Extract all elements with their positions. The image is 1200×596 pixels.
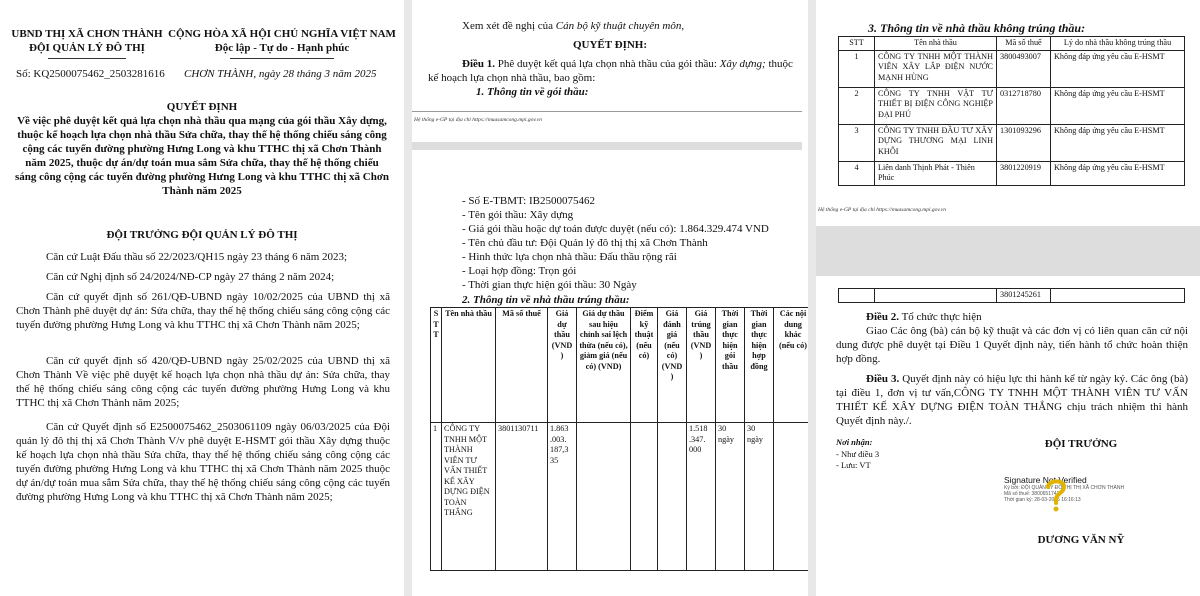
- row-stt: 4: [839, 161, 875, 185]
- recipients-list: [836, 449, 879, 471]
- row-name: CÔNG TY TNHH MỘT THÀNH VIÊN XÂY LẮP ĐIỆN NƯỚC MẠNH HÙNG: [875, 50, 997, 87]
- col-award-price: Giá trúng thầu (VND ): [687, 308, 716, 423]
- place-date: CHƠN THÀNH, ngày 28 tháng 3 năm 2025: [184, 68, 377, 80]
- digital-signature: [1004, 475, 1134, 503]
- info-method: - Hình thức lựa chọn nhà thầu: Đấu thầu rộng rãi: [462, 251, 677, 263]
- basis-2: Căn cứ Nghị định số 24/2024/NĐ-CP ngày 27 tháng 2 năm 2024;: [46, 271, 335, 283]
- cont-reason: [1051, 289, 1185, 303]
- row-reason: Không đáp ứng yêu cầu E-HSMT: [1051, 124, 1185, 161]
- decision-heading: QUYẾT ĐỊNH:: [572, 39, 648, 51]
- page-gap: [412, 142, 802, 150]
- article-2-text: Giao Các ông (bà) cán bộ kỹ thuật và các đơn vị có liên quan căn cứ nội dung được phê duyệt tại Điều 1 Quyết định này, tiến hành tổ chức hoàn thiện hợp đồng.: [836, 325, 1188, 365]
- winner-pkg-time: 30 ngày: [716, 423, 745, 571]
- row-reason: Không đáp ứng yêu cầu E-HSMT: [1051, 161, 1185, 185]
- signer-title: ĐỘI TRƯỞNG: [1044, 438, 1118, 450]
- loser-table: [838, 36, 1185, 186]
- article-1-package: Xây dựng;: [719, 58, 766, 70]
- recipients-label: Nơi nhận:: [836, 437, 873, 447]
- signer-name: DƯƠNG VĂN NỸ: [1037, 534, 1125, 546]
- col-pkg-time: Thời gian thực hiện gói thầu: [716, 308, 745, 423]
- col-stt: STT: [839, 37, 875, 51]
- info-duration: - Thời gian thực hiện gói thầu: 30 Ngày: [462, 279, 637, 291]
- row-name: CÔNG TY TNHH ĐẦU TƯ XÂY DỰNG THƯƠNG MẠI LINH KHÔI: [875, 124, 997, 161]
- col-other: Các nội dung khác (nếu có): [774, 308, 809, 423]
- egp-note: Hệ thống e-GP tại địa chỉ https://muasamcong.mpi.gov.vn: [414, 117, 542, 123]
- section-1-heading: 1. Thông tin về gói thầu:: [476, 86, 589, 98]
- info-contract: - Loại hợp đồng: Trọn gói: [462, 265, 577, 277]
- recipient-1: - Như điều 3: [836, 449, 880, 459]
- row-stt: 3: [839, 124, 875, 161]
- cont-tax: 3801245261: [997, 289, 1051, 303]
- header-underline-left: [48, 58, 126, 59]
- signature-status: Signature Not Verified: [1004, 475, 1087, 485]
- winner-award: 1.518 .347. 000: [687, 423, 716, 571]
- article-1-text: Phê duyệt kết quả lựa chọn nhà thầu của gói thầu:: [497, 58, 717, 70]
- unit-name: ĐỘI QUẢN LÝ ĐÔ THỊ: [29, 42, 145, 54]
- winner-contract-time: 30 ngày: [745, 423, 774, 571]
- col-contract-time: Thời gian thực hiện hợp đồng: [745, 308, 774, 423]
- col-stt: S T T: [431, 308, 442, 423]
- winner-other: [774, 423, 809, 571]
- table-row: [839, 289, 1185, 303]
- article-1-label: Điều 1.: [462, 58, 495, 70]
- winner-name: CÔNG TY TNHH MỘT THÀNH VIÊN TƯ VẤN THIẾT KẾ XÂY DỰNG ĐIỆN TOÀN THẮNG: [442, 423, 496, 571]
- table-row: [839, 124, 1185, 161]
- table-row: [839, 87, 1185, 124]
- col-name: Tên nhà thầu: [875, 37, 997, 51]
- col-reason: Lý do nhà thầu không trúng thầu: [1051, 37, 1185, 51]
- agency-name: UBND THỊ XÃ CHƠN THÀNH: [11, 28, 163, 40]
- section-3-heading: 3. Thông tin về nhà thầu không trúng thầu:: [868, 21, 1086, 35]
- doc-title: QUYẾT ĐỊNH: [166, 101, 238, 113]
- row-reason: Không đáp ứng yêu cầu E-HSMT: [1051, 50, 1185, 87]
- signature-line-2: Mã số thuế: 3800651741: [1004, 491, 1060, 497]
- winner-adjusted: [577, 423, 631, 571]
- article-1-cont: thuộc kế hoạch lựa chọn nhà thầu, bao gồm:: [428, 58, 793, 84]
- winner-table: [430, 307, 808, 571]
- info-name: - Tên gói thầu: Xây dựng: [462, 209, 574, 221]
- page-1: [0, 0, 404, 596]
- package-info: [462, 194, 802, 292]
- signature-line-1: Ký bởi: ĐỘI QUẢN LÝ ĐÔ THỊ THỊ XÃ CHƠN THÀNH: [1004, 485, 1125, 491]
- winner-tax: 3801130711: [496, 423, 548, 571]
- winner-tech: [631, 423, 658, 571]
- authority-title: ĐỘI TRƯỞNG ĐỘI QUẢN LÝ ĐÔ THỊ: [106, 229, 298, 241]
- info-investor: - Tên chủ đầu tư: Đội Quản lý đô thị thị xã Chơn Thành: [462, 237, 708, 249]
- col-adjusted: Giá dự thầu sau hiệu chỉnh sai lệch thừa (nếu có), giảm giá (nếu có) (VND): [577, 308, 631, 423]
- question-mark-icon: [1042, 477, 1070, 513]
- article-3: [836, 372, 1188, 428]
- loser-table-continued: [838, 288, 1185, 303]
- basis-4: Căn cứ quyết định số 420/QĐ-UBND ngày 25/02/2025 của UBND thị xã Chơn Thành Về việc phê duyệt kế hoạch lựa chọn nhà thầu dự án: Sửa chữa, thay thế hệ thống chiếu sáng công cộng các tuyến đường phường Hưng Long và khu TTHC thị xã Chơn Thành năm 2025;: [16, 355, 390, 409]
- winner-bid: 1.863 .003. 187,3 35: [548, 423, 577, 571]
- doc-subject: Về việc phê duyệt kết quả lựa chọn nhà thầu qua mạng của gói thầu Xây dựng, thuộc kế hoạch lựa chọn nhà thầu Sửa chữa, thay thế hệ thống chiếu sáng công cộng các tuyến đường phường Hưng Long và khu TTHC thị xã Chơn Thành năm 2025, thuộc dự án/dự toán mua sắm Sửa chữa, thay thế hệ thống chiếu sáng công cộng các tuyến đường phường Hưng Long và khu TTHC thị xã Chơn Thành năm 2025: [14, 115, 390, 197]
- row-stt: 1: [839, 50, 875, 87]
- winner-stt: 1: [431, 423, 442, 571]
- page-break-line: [412, 111, 802, 112]
- country-name: CỘNG HÒA XÃ HỘI CHỦ NGHĨA VIỆT NAM: [168, 28, 396, 40]
- col-tax: Mã số thuế: [496, 308, 548, 423]
- article-2: [836, 310, 1188, 324]
- row-name: CÔNG TY TNHH VẬT TƯ THIẾT BỊ ĐIỆN CÔNG NGHIỆP ĐẠI PHÚ: [875, 87, 997, 124]
- consider-line: [462, 19, 802, 33]
- basis-1: Căn cứ Luật Đấu thầu số 22/2023/QH15 ngày 23 tháng 6 năm 2023;: [46, 251, 348, 263]
- article-3-label: Điều 3.: [866, 373, 900, 385]
- col-name: Tên nhà thầu: [442, 308, 496, 423]
- table-row: [431, 423, 809, 571]
- motto: Độc lập - Tự do - Hạnh phúc: [214, 42, 350, 54]
- row-name: Liên danh Thịnh Phát - Thiên Phúc: [875, 161, 997, 185]
- article-2-label: Điều 2.: [866, 311, 899, 323]
- page-3: [816, 0, 1200, 596]
- row-stt: 2: [839, 87, 875, 124]
- info-tbmt: - Số E-TBMT: IB2500075462: [462, 195, 595, 207]
- egp-note: Hệ thống e-GP tại địa chỉ https://muasamcong.mpi.gov.vn: [818, 207, 946, 213]
- col-bid: Giá dự thầu (VND ): [548, 308, 577, 423]
- cont-name: [875, 289, 997, 303]
- row-tax: 1301093296: [997, 124, 1051, 161]
- winner-eval: [658, 423, 687, 571]
- article-3-text: Quyết định này có hiệu lực thi hành kể từ ngày ký. Các ông (bà) tại điều 1, đơn vị tư vấn,CÔNG TY TNHH MỘT THÀNH VIÊN TƯ VẤN THIẾT KẾ XÂY DỰNG ĐIỆN TOÀN THẮNG chịu trách nhiệm thi hành Quyết định này./.: [836, 373, 1189, 427]
- winner-header-row: [431, 308, 809, 423]
- article-2-title: Tổ chức thực hiện: [901, 311, 982, 323]
- row-tax: 3800493007: [997, 50, 1051, 87]
- col-tax: Mã số thuế: [997, 37, 1051, 51]
- recipient-2: - Lưu: VT: [836, 460, 871, 470]
- table-row: [839, 50, 1185, 87]
- col-tech-score: Điểm kỹ thuật (nếu có): [631, 308, 658, 423]
- header-underline-right: [230, 58, 334, 59]
- col-eval-price: Giá đánh giá (nếu có) (VND ): [658, 308, 687, 423]
- row-reason: Không đáp ứng yêu cầu E-HSMT: [1051, 87, 1185, 124]
- table-row: [839, 161, 1185, 185]
- page-gap: [816, 226, 1200, 276]
- signature-line-3: Thời gian ký: 28-03-2025 16:16:13: [1004, 497, 1081, 503]
- cont-stt: [839, 289, 875, 303]
- consider-by: Cán bộ kỹ thuật chuyên môn,: [555, 20, 685, 32]
- page-2: [412, 0, 808, 596]
- article-1: [428, 57, 800, 85]
- section-2-heading: 2. Thông tin về nhà thầu trúng thầu:: [462, 294, 630, 306]
- doc-number: Số: KQ2500075462_2503281616: [16, 68, 165, 80]
- row-tax: 3801220919: [997, 161, 1051, 185]
- row-tax: 0312718780: [997, 87, 1051, 124]
- basis-5: Căn cứ Quyết định số E2500075462_2503061109 ngày 06/03/2025 của Đội quản lý đô thị thị xã Chơn Thành V/v phê duyệt E-HSMT gói thầu Xây dựng thuộc kế hoạch lựa chọn nhà thầu Sửa chữa, thay thế hệ thống chiếu sáng công cộng các tuyến đường phường Hưng Long và khu TTHC thị xã Chơn Thành năm 2025 thuộc dự án/dự toán mua sắm Sửa chữa, thay thế hệ thống chiếu sáng công cộng các tuyến đường phường Hưng Long và khu TTHC thị xã Chơn Thành năm 2025;: [16, 421, 390, 503]
- info-price: - Giá gói thầu hoặc dự toán được duyệt (nếu có): 1.864.329.474 VND: [462, 223, 769, 235]
- loser-header-row: [839, 37, 1185, 51]
- basis-3: Căn cứ quyết định số 261/QĐ-UBND ngày 10/02/2025 của UBND thị xã Chơn Thành phê duyệt dự án: Sửa chữa, thay thế hệ thống chiếu sáng công cộng các tuyến đường phường Hưng Long và khu TTHC thị xã Chơn Thành năm 2025;: [16, 291, 390, 331]
- consider-text: Xem xét đề nghị của: [462, 20, 554, 32]
